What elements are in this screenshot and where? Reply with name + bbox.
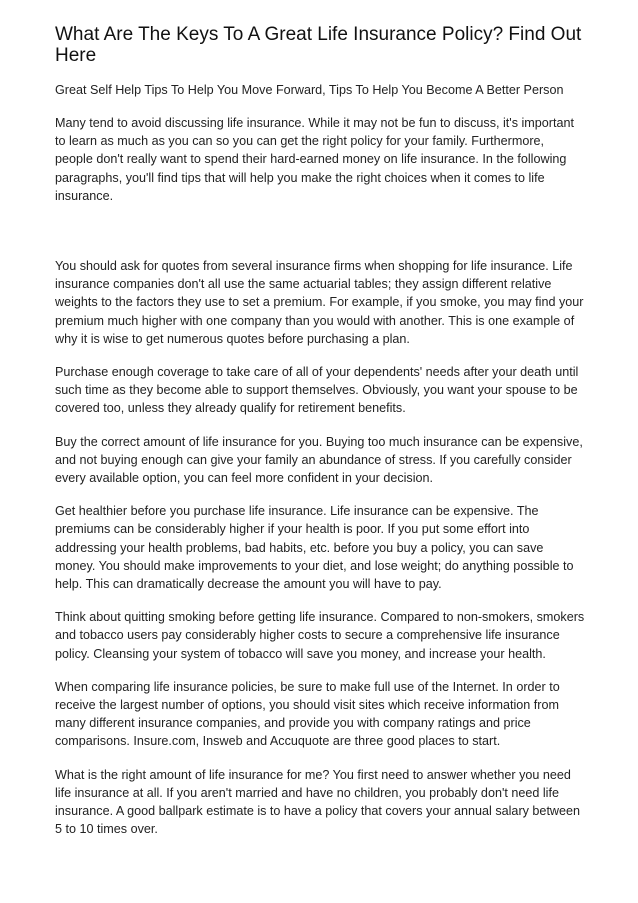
paragraph-correct-amount: Buy the correct amount of life insurance for you. Buying too much insurance can be expensive, and not buying enough can give your family an abundance of stress. If you carefully consider every available option, you can feel more confident in your decision. bbox=[55, 434, 583, 486]
paragraph-quotes: You should ask for quotes from several insurance firms when shopping for life insurance. Life insurance companies don't all use the same actuarial tables; they assign different relative weights to the factors they use to set a premium. For example, if you smoke, you may find your premium much higher with one company than you would with another. This is one example of why it is wise to get numerous quotes before purchasing a plan. bbox=[55, 259, 584, 346]
paragraph-internet: When comparing life insurance policies, be sure to make full use of the Internet. In order to receive the largest number of options, you should visit sites which receive information from many different insurance companies, and provide you with company ratings and price comparisons. Insure.com, Insweb and Accuquote are three good places to start. bbox=[55, 679, 560, 749]
paragraph-quit-smoking: Think about quitting smoking before getting life insurance. Compared to non-smokers, smokers and tobacco users pay considerably higher costs to secure a comprehensive life insurance policy. Cleansing your system of tobacco will save you money, and increase your health. bbox=[55, 610, 585, 661]
document-title: What Are The Keys To A Great Life Insurance Policy? Find Out Here bbox=[55, 24, 582, 66]
paragraph-right-amount: What is the right amount of life insurance for me? You first need to answer whether you need life insurance at all. If you aren't married and have no children, you probably don't need life insurance. A good ballpark estimate is to have a policy that covers your annual salary between 5 to 10 times over. bbox=[55, 767, 581, 837]
paragraph-coverage: Purchase enough coverage to take care of all of your dependents' needs after your death until such time as they become able to support themselves. Obviously, you want your spouse to be covered too, unless they already qualify for retirement benefits. bbox=[55, 365, 579, 416]
document-page bbox=[55, 24, 585, 854]
paragraph-intro: Many tend to avoid discussing life insurance. While it may not be fun to discuss, it's important to learn as much as you can so you can get the right policy for your family. Furthermore, people don't really want to spend their hard-earned money on life insurance. In the following paragraphs, you'll find tips that will help you make the right choices when it comes to life insurance. bbox=[55, 116, 574, 203]
paragraph-get-healthier: Get healthier before you purchase life insurance. Life insurance can be expensive. The premiums can be considerably higher if your health is poor. If you put some effort into addressing your health problems, bad habits, etc. before you buy a policy, you can save money. You should make improvements to your diet, and lose weight; do anything possible to help. This can dramatically decrease the amount you will have to pay. bbox=[55, 504, 574, 592]
document-subtitle: Great Self Help Tips To Help You Move Forward, Tips To Help You Become A Better Person bbox=[55, 83, 564, 97]
